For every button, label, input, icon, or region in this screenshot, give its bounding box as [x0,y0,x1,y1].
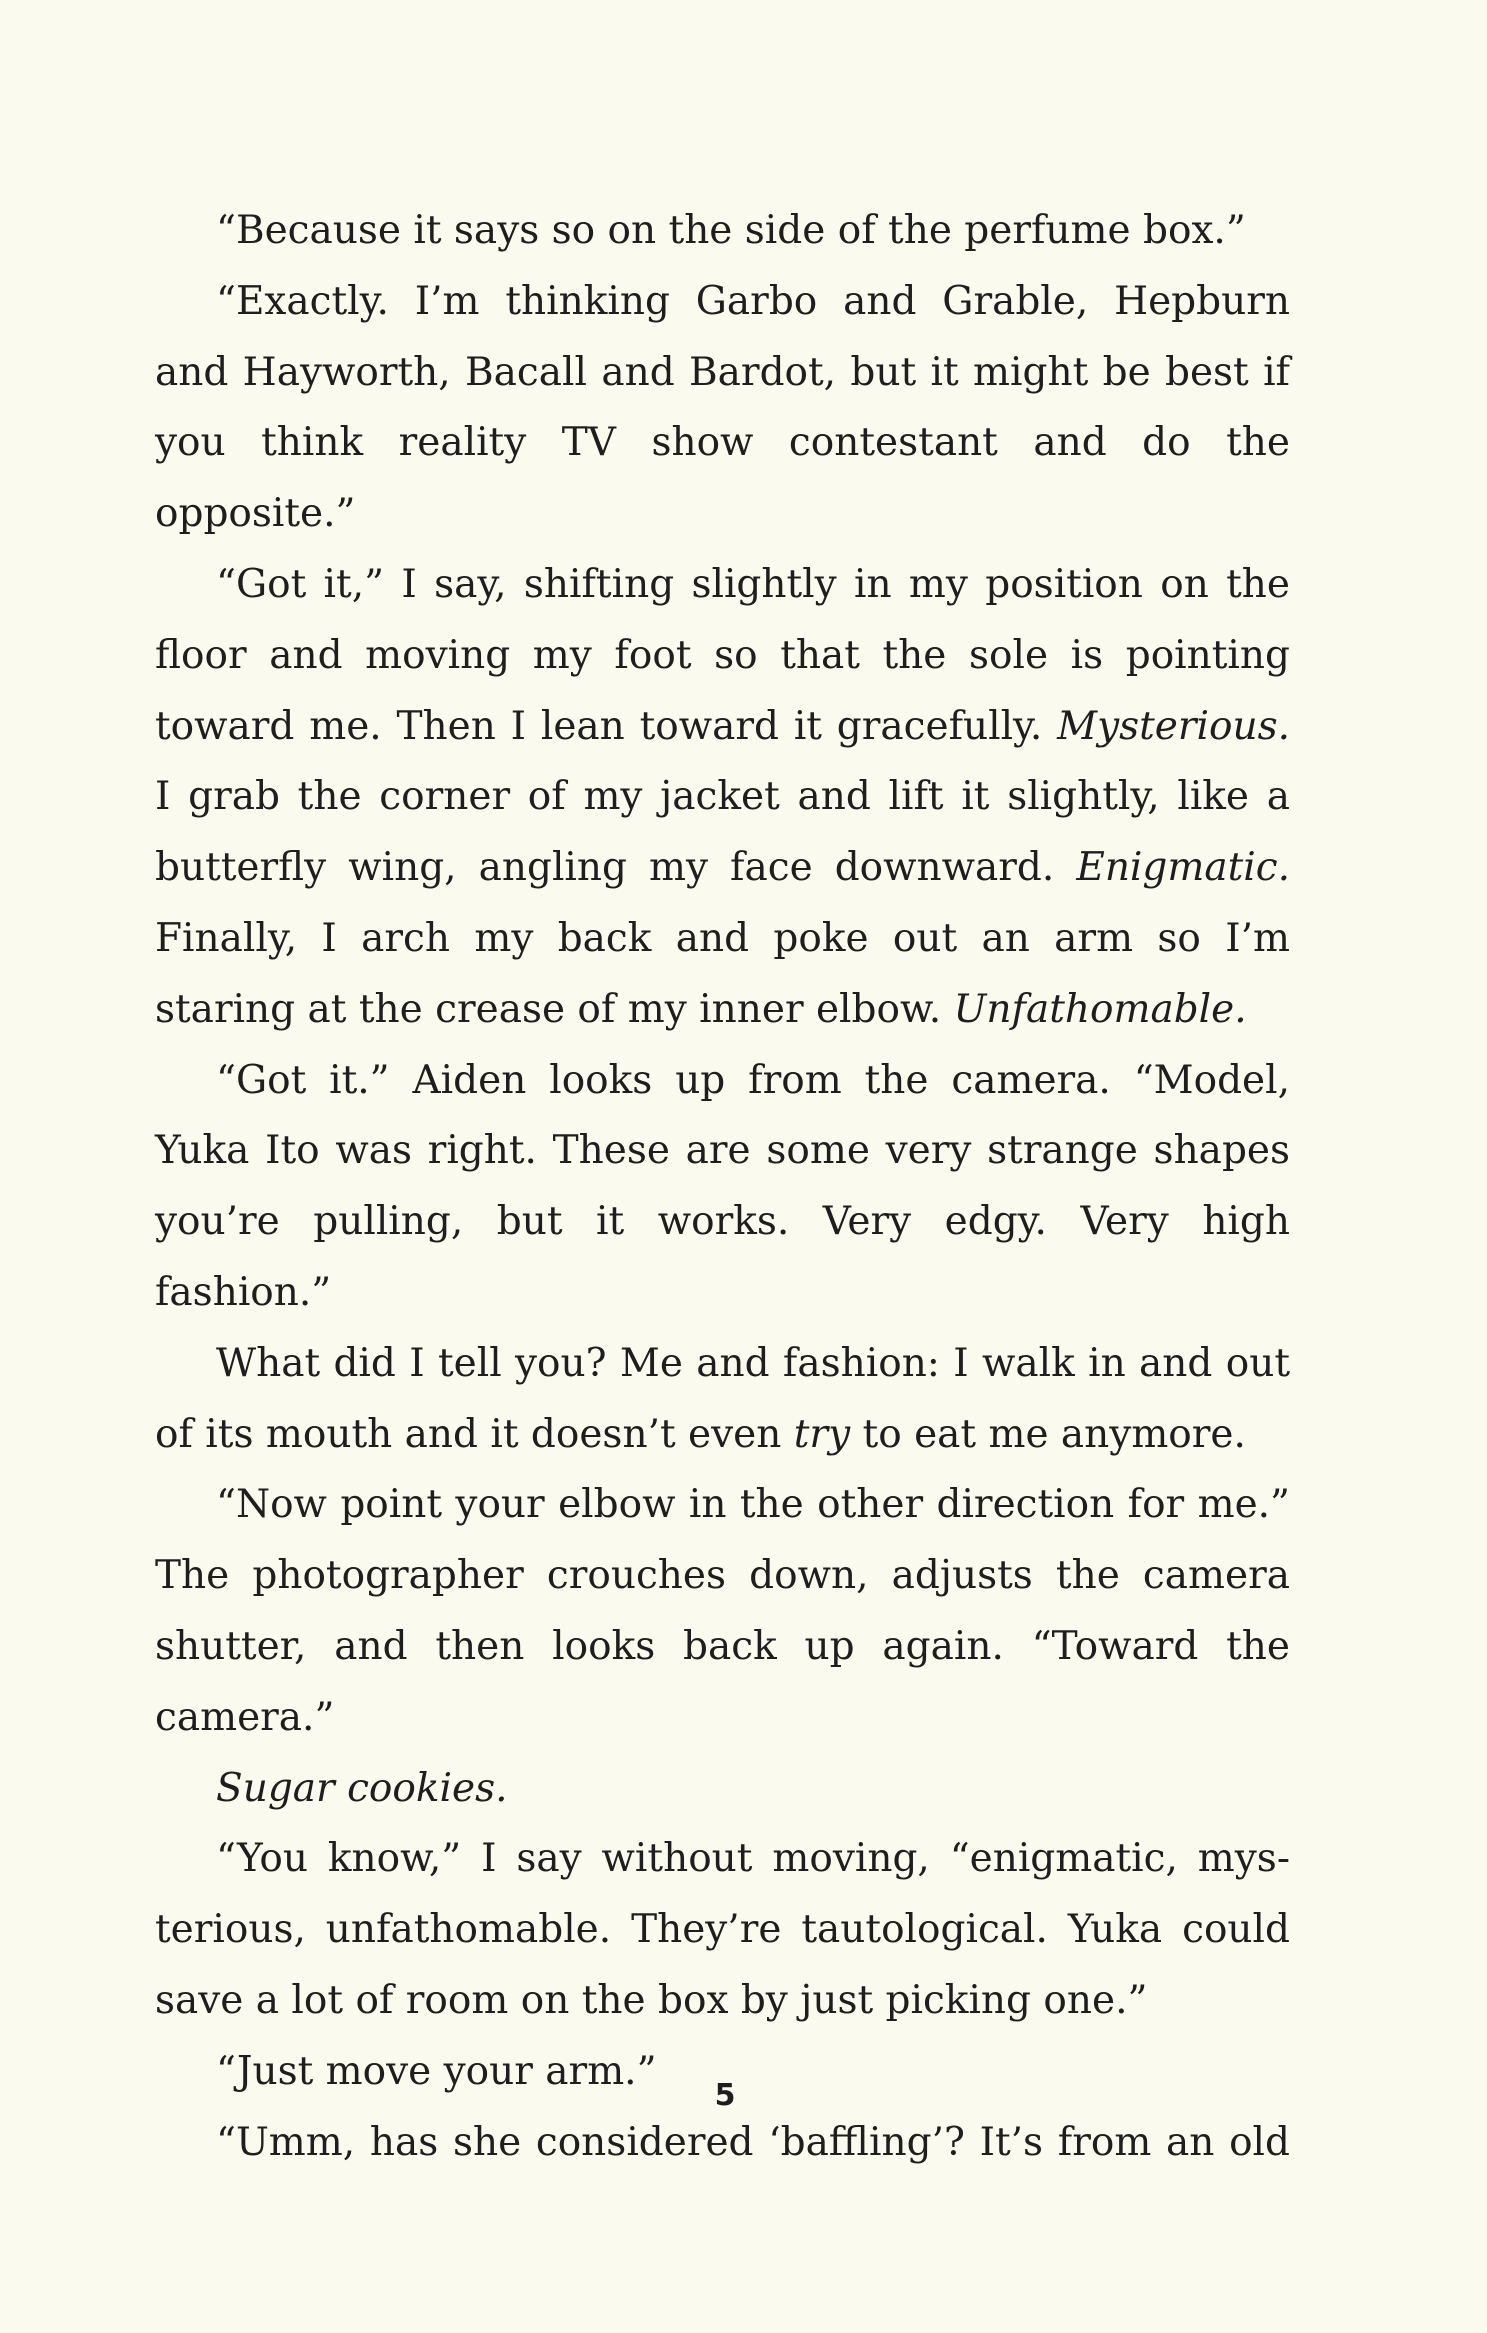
page-number: 5 [714,2078,736,2113]
italic-word-unfathomable: Unfathomable. [953,986,1247,1032]
paragraph-3: “Got it,” I say, shifting slightly in my position on the floor and moving my foot so that the sole is pointing toward me. Then I lean toward it gracefully. Mysterious. I grab the corner of my jacket and lift it slightly, like a butterfly wing, angling my face downward. Enigmatic. Finally, I arch my back and poke out an arm so I’m staring at the crease of my inner elbow. Unfathomable. [155,561,1290,1032]
paragraph-1: “Because it says so on the side of the perfume box.” [216,208,1246,253]
paragraph-8: “You know,” I say without moving, “enigmatic, mysterious, unfathomable. They’re tautological. Yuka could save a lot of room on the box by just picking one.” [155,1836,1290,2023]
italic-word-mysterious: Mysterious. [1057,703,1290,749]
paragraph-9: “Just move your arm.” [216,2048,657,2094]
italic-word-enigmatic: Enigmatic. [1076,845,1290,891]
paragraph-2: “Exactly. I’m thinking Garbo and Grable, Hepburn and Hayworth, Bacall and Bardot, but it might be best if you think reality TV show contestant and do the opposite.” [155,278,1290,537]
paragraph-7: Sugar cookies. [216,1765,508,1811]
paragraph-5: What did I tell you? Me and fashion: I walk in and out of its mouth and it doesn’t even try to eat me anymore. [155,1340,1290,1457]
paragraph-6: “Now point your elbow in the other direction for me.” The photographer crouches down, adjusts the camera shutter, and then looks back up again. “Toward the camera.” [155,1482,1290,1740]
paragraph-10: “Umm, has she considered ‘baffling’? It’s from an old [216,2119,1290,2165]
body-text [155,196,1290,2178]
italic-word-try: try [793,1411,851,1457]
paragraph-4: “Got it.” Aiden looks up from the camera. “Model, Yuka Ito was right. These are some very strange shapes you’re pulling, but it works. Very edgy. Very high fashion.” [155,1057,1290,1315]
